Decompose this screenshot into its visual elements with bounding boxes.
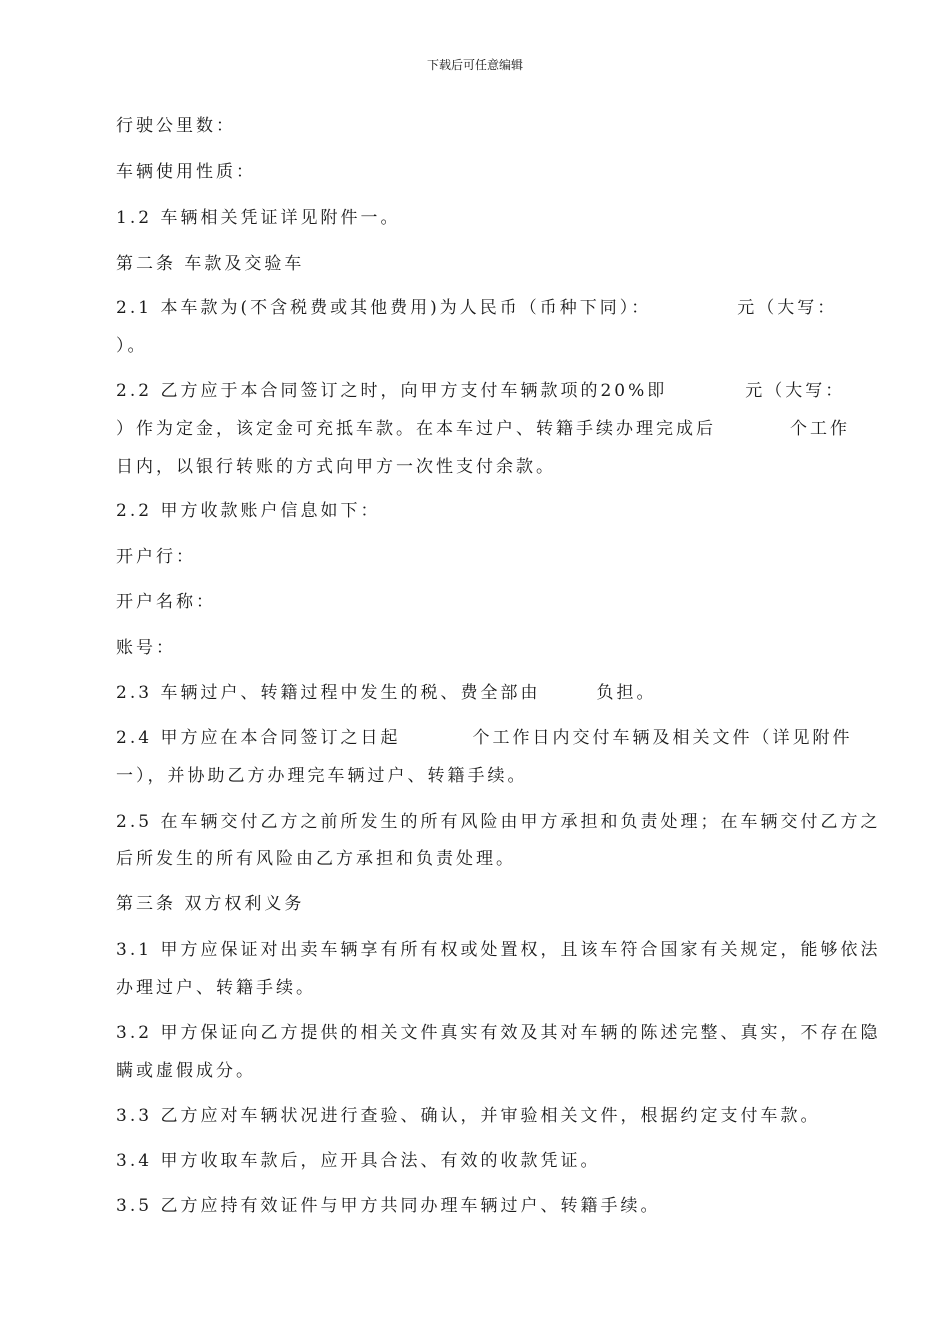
clause-text: 2.2 乙方应于本合同签订之时，向甲方支付车辆款项的20%即 [116,381,668,401]
clause-2-4-line-1 [116,728,852,748]
mileage-line: 行驶公里数： [116,116,236,136]
clause-text: 2.3 车辆过户、转籍过程中发生的税、费全部由 [116,683,541,703]
account-number-line: 账号： [116,638,176,658]
vehicle-use-line: 车辆使用性质： [116,162,256,182]
clause-text: 元（大写： [737,298,838,318]
clause-text: 2.4 甲方应在本合同签订之日起 [116,728,401,748]
clause-text: 负担。 [596,683,657,703]
clause-1-2: 1.2 车辆相关凭证详见附件一。 [116,208,401,228]
clause-2-2-line-2 [116,419,850,439]
clause-2-4-line-2: 一），并协助乙方办理完车辆过户、转籍手续。 [116,766,528,786]
clause-2-1-line-1 [116,298,837,318]
clause-3-1-line-1: 3.1 甲方应保证对出卖车辆享有所有权或处置权，且该车符合国家有关规定，能够依法 [116,940,881,960]
page-header: 下载后可任意编辑 [426,58,523,72]
clause-3-4: 3.4 甲方收取车款后，应开具合法、有效的收款凭证。 [116,1151,601,1171]
bank-line: 开户行： [116,547,196,567]
clause-2-3 [116,683,656,703]
article-2-heading: 第二条 车款及交验车 [116,254,305,274]
clause-text: ）作为定金，该定金可充抵车款。在本车过户、转籍手续办理完成后 [116,419,716,439]
clause-3-3: 3.3 乙方应对车辆状况进行查验、确认，并审验相关文件，根据约定支付车款。 [116,1106,821,1126]
clause-2-5-line-1: 2.5 在车辆交付乙方之前所发生的所有风险由甲方承担和负责处理；在车辆交付乙方之 [116,812,881,832]
account-info-heading: 2.2 甲方收款账户信息如下： [116,501,381,521]
clause-text: 2.1 本车款为(不含税费或其他费用)为人民币（币种下同）： [116,298,652,318]
clause-2-2-line-3: 日内，以银行转账的方式向甲方一次性支付余款。 [116,457,556,477]
clause-text: 个工作日内交付车辆及相关文件（详见附件 [472,728,853,748]
clause-3-1-line-2: 办理过户、转籍手续。 [116,978,316,998]
clause-3-5: 3.5 乙方应持有效证件与甲方共同办理车辆过户、转籍手续。 [116,1196,661,1216]
clause-text: 元（大写： [745,381,846,401]
article-3-heading: 第三条 双方权利义务 [116,894,305,914]
clause-text: 个工作 [790,419,850,439]
clause-3-2-line-1: 3.2 甲方保证向乙方提供的相关文件真实有效及其对车辆的陈述完整、真实，不存在隐 [116,1023,881,1043]
account-name-line: 开户名称： [116,592,216,612]
clause-2-5-line-2: 后所发生的所有风险由乙方承担和负责处理。 [116,849,516,869]
clause-2-1-line-2: ）。 [116,336,148,356]
clause-3-2-line-2: 瞒或虚假成分。 [116,1061,256,1081]
clause-2-2-line-1 [116,381,845,401]
